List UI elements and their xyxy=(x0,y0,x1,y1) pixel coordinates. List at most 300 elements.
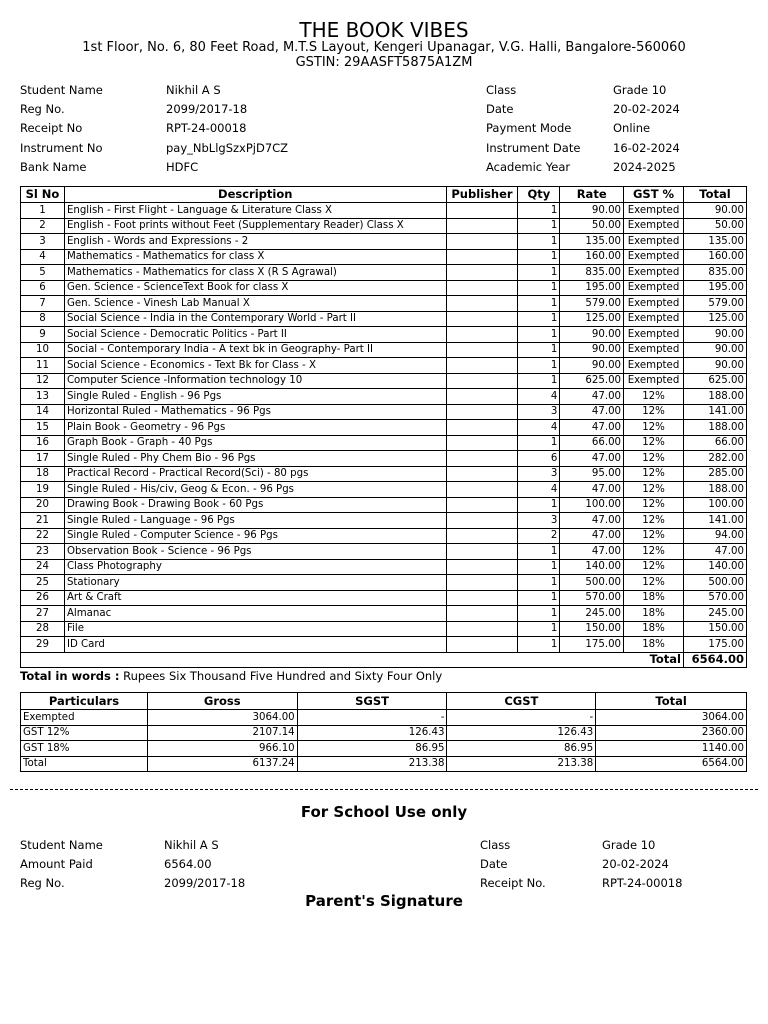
tax-header-sgst: SGST xyxy=(297,693,447,710)
item-qty: 2 xyxy=(518,528,560,544)
item-qty: 1 xyxy=(518,544,560,560)
item-rate: 95.00 xyxy=(560,466,624,482)
tax-total: 2360.00 xyxy=(596,725,747,741)
item-sl-no: 28 xyxy=(21,621,65,637)
item-gst: 12% xyxy=(624,435,684,451)
item-description: Social Science - Democratic Politics - Part II xyxy=(64,327,446,343)
tax-cgst: 213.38 xyxy=(447,756,596,772)
item-gst: 12% xyxy=(624,451,684,467)
item-sl-no: 2 xyxy=(21,218,65,234)
item-qty: 1 xyxy=(518,637,560,653)
tax-sgst: 86.95 xyxy=(297,741,447,757)
item-qty: 1 xyxy=(518,311,560,327)
item-gst: Exempted xyxy=(624,203,684,219)
item-qty: 6 xyxy=(518,451,560,467)
item-row xyxy=(21,451,747,467)
item-description: Single Ruled - English - 96 Pgs xyxy=(64,389,446,405)
item-description: Practical Record - Practical Record(Sci) - 80 pgs xyxy=(64,466,446,482)
item-total: 188.00 xyxy=(684,389,747,405)
item-total: 47.00 xyxy=(684,544,747,560)
item-gst: 12% xyxy=(624,559,684,575)
item-rate: 160.00 xyxy=(560,249,624,265)
items-total-value: 6564.00 xyxy=(684,652,747,668)
item-sl-no: 15 xyxy=(21,420,65,436)
tax-sgst: - xyxy=(297,710,447,726)
item-qty: 1 xyxy=(518,234,560,250)
item-description: Single Ruled - His/civ, Geog & Econ. - 96 Pgs xyxy=(64,482,446,498)
item-qty: 1 xyxy=(518,203,560,219)
item-sl-no: 23 xyxy=(21,544,65,560)
item-total: 90.00 xyxy=(684,203,747,219)
item-row xyxy=(21,559,747,575)
item-description: Almanac xyxy=(64,606,446,622)
info-value-academic-year: 2024-2025 xyxy=(613,160,676,174)
item-row xyxy=(21,513,747,529)
item-publisher xyxy=(446,389,518,405)
tax-row xyxy=(21,741,747,757)
item-gst: 12% xyxy=(624,528,684,544)
item-row xyxy=(21,280,747,296)
header-publisher: Publisher xyxy=(446,187,518,203)
item-total: 141.00 xyxy=(684,404,747,420)
item-qty: 3 xyxy=(518,466,560,482)
school-label-student-name: Student Name xyxy=(20,838,103,852)
item-row xyxy=(21,311,747,327)
item-total: 140.00 xyxy=(684,559,747,575)
header-sl-no: Sl No xyxy=(21,187,65,203)
info-label-date: Date xyxy=(486,102,514,116)
tax-header-particulars: Particulars xyxy=(21,693,148,710)
item-publisher xyxy=(446,296,518,312)
item-publisher xyxy=(446,203,518,219)
tax-particulars: Total xyxy=(21,756,148,772)
item-total: 160.00 xyxy=(684,249,747,265)
item-publisher xyxy=(446,311,518,327)
info-value-student-name: Nikhil A S xyxy=(166,83,221,97)
item-total: 282.00 xyxy=(684,451,747,467)
info-label-bank-name: Bank Name xyxy=(20,160,87,174)
tax-row xyxy=(21,725,747,741)
item-sl-no: 13 xyxy=(21,389,65,405)
item-rate: 570.00 xyxy=(560,590,624,606)
item-publisher xyxy=(446,466,518,482)
item-gst: 12% xyxy=(624,544,684,560)
item-total: 66.00 xyxy=(684,435,747,451)
info-value-payment-mode: Online xyxy=(613,121,651,135)
item-gst: 12% xyxy=(624,404,684,420)
item-description: English - First Flight - Language & Literature Class X xyxy=(64,203,446,219)
tax-header-gross: Gross xyxy=(147,693,297,710)
item-sl-no: 20 xyxy=(21,497,65,513)
item-rate: 50.00 xyxy=(560,218,624,234)
item-gst: Exempted xyxy=(624,218,684,234)
item-rate: 47.00 xyxy=(560,420,624,436)
item-publisher xyxy=(446,435,518,451)
item-sl-no: 5 xyxy=(21,265,65,281)
school-value-date: 20-02-2024 xyxy=(602,857,669,871)
header-gst: GST % xyxy=(624,187,684,203)
item-publisher xyxy=(446,218,518,234)
item-rate: 835.00 xyxy=(560,265,624,281)
item-row xyxy=(21,575,747,591)
item-description: English - Foot prints without Feet (Supplementary Reader) Class X xyxy=(64,218,446,234)
item-total: 175.00 xyxy=(684,637,747,653)
item-description: Single Ruled - Language - 96 Pgs xyxy=(64,513,446,529)
item-row xyxy=(21,497,747,513)
item-publisher xyxy=(446,621,518,637)
school-label-class: Class xyxy=(480,838,511,852)
item-publisher xyxy=(446,373,518,389)
item-rate: 90.00 xyxy=(560,342,624,358)
item-rate: 90.00 xyxy=(560,358,624,374)
tax-particulars: GST 12% xyxy=(21,725,148,741)
total-in-words-label: Total in words : xyxy=(20,669,120,683)
item-gst: Exempted xyxy=(624,342,684,358)
item-publisher xyxy=(446,513,518,529)
item-description: Plain Book - Geometry - 96 Pgs xyxy=(64,420,446,436)
items-total-row xyxy=(21,652,747,668)
item-qty: 1 xyxy=(518,373,560,389)
tax-body xyxy=(21,710,747,772)
info-value-instrument-date: 16-02-2024 xyxy=(613,141,680,155)
school-value-class: Grade 10 xyxy=(602,838,656,852)
item-total: 135.00 xyxy=(684,234,747,250)
item-qty: 1 xyxy=(518,265,560,281)
item-row xyxy=(21,327,747,343)
item-sl-no: 6 xyxy=(21,280,65,296)
item-description: Single Ruled - Computer Science - 96 Pgs xyxy=(64,528,446,544)
item-gst: 18% xyxy=(624,606,684,622)
tax-header-cgst: CGST xyxy=(447,693,596,710)
shop-address: 1st Floor, No. 6, 80 Feet Road, M.T.S Layout, Kengeri Upanagar, V.G. Halli, Bangalore-560060 xyxy=(82,40,686,55)
tax-gross: 966.10 xyxy=(147,741,297,757)
tax-row xyxy=(21,710,747,726)
tax-cgst: 86.95 xyxy=(447,741,596,757)
item-description: ID Card xyxy=(64,637,446,653)
item-total: 188.00 xyxy=(684,420,747,436)
item-rate: 500.00 xyxy=(560,575,624,591)
info-value-bank-name: HDFC xyxy=(166,160,199,174)
info-label-instrument-date: Instrument Date xyxy=(486,141,581,155)
item-sl-no: 7 xyxy=(21,296,65,312)
item-sl-no: 1 xyxy=(21,203,65,219)
item-sl-no: 19 xyxy=(21,482,65,498)
items-table xyxy=(20,186,747,668)
item-rate: 195.00 xyxy=(560,280,624,296)
item-row xyxy=(21,482,747,498)
info-label-student-name: Student Name xyxy=(20,83,103,97)
item-row xyxy=(21,296,747,312)
item-rate: 47.00 xyxy=(560,544,624,560)
item-rate: 100.00 xyxy=(560,497,624,513)
item-gst: 12% xyxy=(624,466,684,482)
item-gst: Exempted xyxy=(624,280,684,296)
header-qty: Qty xyxy=(518,187,560,203)
item-qty: 4 xyxy=(518,482,560,498)
tax-gross: 2107.14 xyxy=(147,725,297,741)
item-sl-no: 9 xyxy=(21,327,65,343)
item-qty: 1 xyxy=(518,249,560,265)
item-total: 90.00 xyxy=(684,342,747,358)
item-total: 125.00 xyxy=(684,311,747,327)
item-rate: 245.00 xyxy=(560,606,624,622)
school-label-receipt-no: Receipt No. xyxy=(480,876,546,890)
item-description: Gen. Science - ScienceText Book for class X xyxy=(64,280,446,296)
info-label-class: Class xyxy=(486,83,517,97)
item-row xyxy=(21,590,747,606)
item-gst: Exempted xyxy=(624,311,684,327)
item-gst: Exempted xyxy=(624,373,684,389)
item-qty: 1 xyxy=(518,575,560,591)
item-row xyxy=(21,621,747,637)
item-total: 625.00 xyxy=(684,373,747,389)
item-total: 100.00 xyxy=(684,497,747,513)
tax-sgst: 213.38 xyxy=(297,756,447,772)
item-sl-no: 18 xyxy=(21,466,65,482)
item-gst: 12% xyxy=(624,420,684,436)
info-label-academic-year: Academic Year xyxy=(486,160,571,174)
item-qty: 4 xyxy=(518,389,560,405)
item-gst: 18% xyxy=(624,590,684,606)
item-rate: 47.00 xyxy=(560,451,624,467)
item-row xyxy=(21,544,747,560)
item-description: Mathematics - Mathematics for class X xyxy=(64,249,446,265)
info-label-receipt-no: Receipt No xyxy=(20,121,83,135)
info-value-date: 20-02-2024 xyxy=(613,102,680,116)
item-publisher xyxy=(446,559,518,575)
tax-sgst: 126.43 xyxy=(297,725,447,741)
item-sl-no: 26 xyxy=(21,590,65,606)
item-rate: 47.00 xyxy=(560,389,624,405)
tax-row xyxy=(21,756,747,772)
cut-line-divider xyxy=(10,789,758,790)
item-total: 835.00 xyxy=(684,265,747,281)
info-label-payment-mode: Payment Mode xyxy=(486,121,572,135)
tax-particulars: GST 18% xyxy=(21,741,148,757)
item-qty: 1 xyxy=(518,358,560,374)
item-sl-no: 12 xyxy=(21,373,65,389)
item-publisher xyxy=(446,637,518,653)
item-rate: 175.00 xyxy=(560,637,624,653)
item-qty: 1 xyxy=(518,590,560,606)
items-header-row xyxy=(21,187,747,203)
school-label-reg-no: Reg No. xyxy=(20,876,65,890)
item-row xyxy=(21,389,747,405)
item-publisher xyxy=(446,420,518,436)
item-description: Horizontal Ruled - Mathematics - 96 Pgs xyxy=(64,404,446,420)
item-qty: 1 xyxy=(518,280,560,296)
item-sl-no: 3 xyxy=(21,234,65,250)
item-row xyxy=(21,373,747,389)
item-publisher xyxy=(446,575,518,591)
item-gst: 18% xyxy=(624,621,684,637)
item-gst: 12% xyxy=(624,482,684,498)
school-label-date: Date xyxy=(480,857,508,871)
tax-particulars: Exempted xyxy=(21,710,148,726)
school-value-receipt-no: RPT-24-00018 xyxy=(602,876,683,890)
info-value-instrument-no: pay_NbLlgSzxPjD7CZ xyxy=(166,141,289,155)
item-total: 50.00 xyxy=(684,218,747,234)
items-total-label: Total xyxy=(624,652,684,668)
item-qty: 1 xyxy=(518,218,560,234)
item-sl-no: 11 xyxy=(21,358,65,374)
item-publisher xyxy=(446,590,518,606)
item-row xyxy=(21,234,747,250)
info-label-instrument-no: Instrument No xyxy=(20,141,103,155)
school-value-reg-no: 2099/2017-18 xyxy=(164,876,246,890)
item-row xyxy=(21,420,747,436)
item-gst: 12% xyxy=(624,513,684,529)
item-description: Computer Science -Information technology 10 xyxy=(64,373,446,389)
item-publisher xyxy=(446,544,518,560)
item-description: Graph Book - Graph - 40 Pgs xyxy=(64,435,446,451)
item-rate: 47.00 xyxy=(560,404,624,420)
info-value-receipt-no: RPT-24-00018 xyxy=(166,121,247,135)
item-rate: 47.00 xyxy=(560,528,624,544)
item-total: 150.00 xyxy=(684,621,747,637)
item-row xyxy=(21,249,747,265)
item-rate: 625.00 xyxy=(560,373,624,389)
item-publisher xyxy=(446,606,518,622)
item-rate: 125.00 xyxy=(560,311,624,327)
item-publisher xyxy=(446,497,518,513)
item-description: Social - Contemporary India - A text bk in Geography- Part II xyxy=(64,342,446,358)
item-gst: 18% xyxy=(624,637,684,653)
item-publisher xyxy=(446,234,518,250)
item-rate: 66.00 xyxy=(560,435,624,451)
item-description: Art & Craft xyxy=(64,590,446,606)
item-rate: 90.00 xyxy=(560,203,624,219)
tax-cgst: - xyxy=(447,710,596,726)
info-value-class: Grade 10 xyxy=(613,83,667,97)
item-row xyxy=(21,404,747,420)
item-description: Social Science - India in the Contemporary World - Part II xyxy=(64,311,446,327)
item-row xyxy=(21,637,747,653)
item-total: 90.00 xyxy=(684,327,747,343)
item-qty: 1 xyxy=(518,296,560,312)
tax-gross: 6137.24 xyxy=(147,756,297,772)
item-qty: 3 xyxy=(518,404,560,420)
item-row xyxy=(21,466,747,482)
item-description: Class Photography xyxy=(64,559,446,575)
total-in-words xyxy=(20,669,442,683)
item-total: 90.00 xyxy=(684,358,747,374)
item-description: File xyxy=(64,621,446,637)
item-rate: 47.00 xyxy=(560,482,624,498)
item-publisher xyxy=(446,451,518,467)
item-qty: 1 xyxy=(518,606,560,622)
item-sl-no: 8 xyxy=(21,311,65,327)
school-use-title: For School Use only xyxy=(300,803,468,821)
item-gst: 12% xyxy=(624,389,684,405)
item-description: Stationary xyxy=(64,575,446,591)
item-gst: Exempted xyxy=(624,265,684,281)
item-row xyxy=(21,342,747,358)
item-row xyxy=(21,606,747,622)
item-total: 570.00 xyxy=(684,590,747,606)
item-sl-no: 16 xyxy=(21,435,65,451)
item-rate: 47.00 xyxy=(560,513,624,529)
items-body xyxy=(21,203,747,653)
item-gst: 12% xyxy=(624,575,684,591)
item-sl-no: 24 xyxy=(21,559,65,575)
item-gst: 12% xyxy=(624,497,684,513)
item-description: Single Ruled - Phy Chem Bio - 96 Pgs xyxy=(64,451,446,467)
item-sl-no: 27 xyxy=(21,606,65,622)
item-description: Gen. Science - Vinesh Lab Manual X xyxy=(64,296,446,312)
item-rate: 579.00 xyxy=(560,296,624,312)
tax-total: 6564.00 xyxy=(596,756,747,772)
item-qty: 1 xyxy=(518,559,560,575)
item-description: Observation Book - Science - 96 Pgs xyxy=(64,544,446,560)
item-qty: 1 xyxy=(518,327,560,343)
item-publisher xyxy=(446,342,518,358)
item-sl-no: 29 xyxy=(21,637,65,653)
header-total: Total xyxy=(684,187,747,203)
item-total: 94.00 xyxy=(684,528,747,544)
item-qty: 1 xyxy=(518,497,560,513)
item-gst: Exempted xyxy=(624,296,684,312)
item-total: 141.00 xyxy=(684,513,747,529)
item-sl-no: 25 xyxy=(21,575,65,591)
school-value-student-name: Nikhil A S xyxy=(164,838,219,852)
total-blank-cell xyxy=(21,652,624,668)
item-sl-no: 22 xyxy=(21,528,65,544)
item-gst: Exempted xyxy=(624,327,684,343)
item-qty: 3 xyxy=(518,513,560,529)
item-rate: 150.00 xyxy=(560,621,624,637)
item-sl-no: 4 xyxy=(21,249,65,265)
item-total: 285.00 xyxy=(684,466,747,482)
item-row xyxy=(21,528,747,544)
tax-header-row xyxy=(21,693,747,710)
info-label-reg-no: Reg No. xyxy=(20,102,65,116)
parent-signature-label: Parent's Signature xyxy=(305,892,463,910)
item-publisher xyxy=(446,249,518,265)
item-rate: 140.00 xyxy=(560,559,624,575)
item-qty: 1 xyxy=(518,621,560,637)
item-publisher xyxy=(446,358,518,374)
item-row xyxy=(21,218,747,234)
tax-total: 1140.00 xyxy=(596,741,747,757)
item-description: Drawing Book - Drawing Book - 60 Pgs xyxy=(64,497,446,513)
item-row xyxy=(21,203,747,219)
item-gst: Exempted xyxy=(624,234,684,250)
tax-header-total: Total xyxy=(596,693,747,710)
school-label-amount-paid: Amount Paid xyxy=(20,857,93,871)
item-sl-no: 21 xyxy=(21,513,65,529)
item-publisher xyxy=(446,528,518,544)
item-qty: 1 xyxy=(518,342,560,358)
item-rate: 135.00 xyxy=(560,234,624,250)
item-sl-no: 17 xyxy=(21,451,65,467)
item-publisher xyxy=(446,265,518,281)
item-description: English - Words and Expressions - 2 xyxy=(64,234,446,250)
item-publisher xyxy=(446,327,518,343)
item-qty: 4 xyxy=(518,420,560,436)
item-sl-no: 10 xyxy=(21,342,65,358)
item-publisher xyxy=(446,482,518,498)
tax-cgst: 126.43 xyxy=(447,725,596,741)
tax-gross: 3064.00 xyxy=(147,710,297,726)
item-total: 195.00 xyxy=(684,280,747,296)
school-value-amount-paid: 6564.00 xyxy=(164,857,212,871)
info-value-reg-no: 2099/2017-18 xyxy=(166,102,248,116)
item-gst: Exempted xyxy=(624,249,684,265)
item-total: 188.00 xyxy=(684,482,747,498)
item-description: Social Science - Economics - Text Bk for Class - X xyxy=(64,358,446,374)
item-total: 245.00 xyxy=(684,606,747,622)
